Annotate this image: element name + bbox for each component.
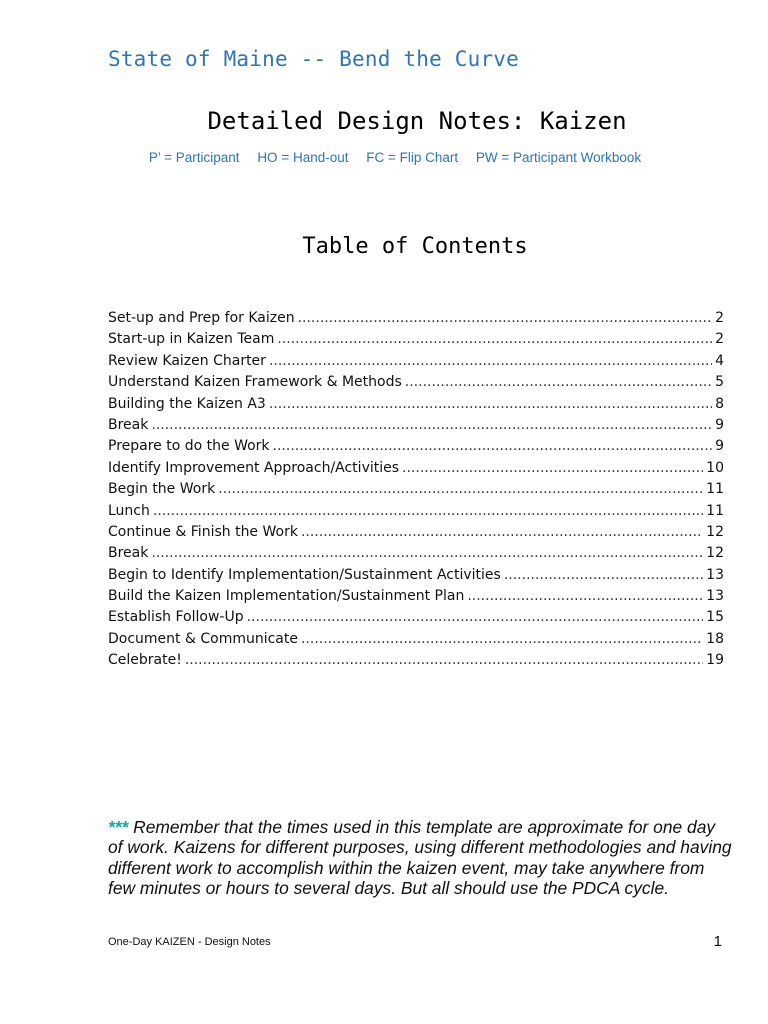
toc-entry-page: 18	[706, 630, 724, 647]
toc-entry-page: 5	[715, 374, 724, 391]
toc-entry-label: Build the Kaizen Implementation/Sustainment Plan	[108, 588, 465, 605]
toc-entry-label: Understand Kaizen Framework & Methods	[108, 374, 402, 391]
toc-entry[interactable]	[108, 479, 724, 500]
toc-entry-label: Review Kaizen Charter	[108, 352, 266, 369]
toc-entry-label: Lunch	[108, 502, 150, 519]
toc-heading: Table of Contents	[302, 234, 528, 259]
toc-entry-label: Start-up in Kaizen Team	[108, 331, 275, 348]
legend-item-flip-chart: FC = Flip Chart	[366, 150, 459, 165]
toc-dot-leader	[153, 501, 703, 522]
toc-dot-leader	[185, 650, 703, 671]
toc-entry-label: Break	[108, 416, 149, 433]
toc-entry[interactable]	[108, 607, 724, 628]
toc-entry-page: 4	[715, 352, 724, 369]
toc-entry-page: 15	[706, 609, 724, 626]
toc-entry[interactable]	[108, 522, 724, 543]
toc-entry[interactable]	[108, 650, 724, 671]
toc-entry-page: 19	[706, 652, 724, 669]
toc-entry[interactable]	[108, 543, 724, 564]
toc-dot-leader	[277, 329, 712, 350]
toc-entry-page: 12	[706, 545, 724, 562]
toc-entry-page: 10	[706, 459, 724, 476]
toc-entry-label: Document & Communicate	[108, 630, 298, 647]
toc-dot-leader	[151, 543, 703, 564]
legend-item-participant: P’ = Participant	[148, 150, 240, 165]
toc-entry-label: Begin to Identify Implementation/Sustainment Activities	[108, 566, 501, 583]
toc-entry-page: 13	[706, 566, 724, 583]
toc-entry[interactable]	[108, 436, 724, 457]
note-text: Remember that the times used in this template are approximate for one day of work. Kaizens for different purposes, using different methodologies and having different work to accomplish within the kaizen event, may take anywhere from few minutes or hours to several days. But all should use the PDCA cycle.	[108, 817, 732, 899]
toc-dot-leader	[269, 351, 712, 372]
toc-entry[interactable]	[108, 329, 724, 350]
footer-page-number: 1	[713, 933, 722, 950]
legend-item-workbook: PW = Participant Workbook	[475, 150, 642, 165]
toc-entry-label: Set-up and Prep for Kaizen	[108, 310, 295, 326]
toc-entry-page: 9	[715, 416, 724, 433]
toc-entry-label: Begin the Work	[108, 481, 216, 498]
toc-dot-leader	[247, 607, 704, 628]
toc-dot-leader	[467, 586, 703, 607]
toc-entry-label: Building the Kaizen A3	[108, 395, 266, 412]
toc-dot-leader	[504, 565, 703, 586]
toc-dot-leader	[402, 458, 703, 479]
document-title: Detailed Design Notes: Kaizen	[207, 107, 627, 135]
toc-dot-leader	[269, 394, 712, 415]
toc-dot-leader	[405, 372, 712, 393]
toc-entry-page: 2	[715, 331, 724, 348]
legend-item-handout: HO = Hand-out	[257, 150, 349, 165]
table-of-contents	[108, 308, 724, 672]
toc-entry-page: 11	[706, 502, 724, 519]
toc-entry[interactable]	[108, 394, 724, 415]
toc-entry-label: Continue & Finish the Work	[108, 523, 298, 540]
toc-entry-page: 12	[706, 523, 724, 540]
toc-entry-page: 11	[706, 481, 724, 498]
abbreviation-legend	[0, 150, 768, 165]
toc-dot-leader	[301, 629, 703, 650]
toc-entry-page: 8	[715, 395, 724, 412]
toc-entry[interactable]	[108, 351, 724, 372]
header-title: State of Maine -- Bend the Curve	[108, 47, 519, 71]
toc-entry-page: 2	[715, 310, 724, 326]
toc-entry[interactable]	[108, 501, 724, 522]
toc-entry[interactable]	[108, 586, 724, 607]
footer-document-name: One-Day KAIZEN - Design Notes	[108, 936, 271, 948]
note-marker: ***	[108, 817, 129, 837]
toc-entry-page: 13	[706, 588, 724, 605]
toc-entry[interactable]	[108, 565, 724, 586]
toc-dot-leader	[273, 436, 713, 457]
toc-entry[interactable]	[108, 458, 724, 479]
toc-dot-leader	[151, 415, 712, 436]
toc-entry[interactable]	[108, 415, 724, 436]
toc-dot-leader	[301, 522, 703, 543]
toc-entry-label: Establish Follow-Up	[108, 609, 244, 626]
approximate-times-note	[108, 817, 733, 899]
toc-entry-label: Prepare to do the Work	[108, 438, 270, 455]
toc-entry-label: Celebrate!	[108, 652, 182, 669]
toc-dot-leader	[218, 479, 703, 500]
toc-entry-page: 9	[715, 438, 724, 455]
toc-entry-label: Break	[108, 545, 149, 562]
toc-entry-label: Identify Improvement Approach/Activities	[108, 459, 400, 476]
toc-entry[interactable]	[108, 372, 724, 393]
toc-entry[interactable]	[108, 629, 724, 650]
toc-dot-leader	[298, 308, 713, 329]
toc-entry[interactable]	[108, 308, 724, 329]
